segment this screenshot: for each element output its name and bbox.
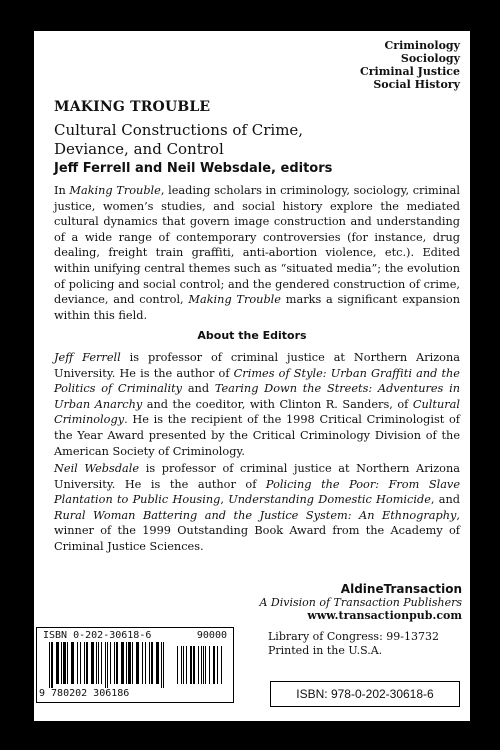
- barcode-bar: [186, 646, 187, 684]
- barcode-bar: [121, 642, 124, 684]
- barcode-bar: [98, 642, 99, 684]
- barcode-bar: [49, 642, 50, 688]
- library-info: [268, 630, 439, 658]
- barcode-bar: [56, 642, 59, 684]
- barcode-bar: [84, 642, 85, 684]
- barcode-bar: [142, 642, 143, 684]
- book-title: MAKING TROUBLE: [54, 99, 211, 115]
- websdale-bio: Neil Websdale is professor of criminal justice at Northern Arizona University. He is the author of Policing the Poor: From Slave Plantation to Public Housing, Understanding Domestic Homicide, and Rural Woman Battering and the Justice System: An Ethnography, winner of the 1999 Outstanding Book Award from the Academy of Criminal Justice Sciences.: [54, 462, 461, 553]
- barcode-bar: [116, 642, 118, 684]
- publisher-website: www.transactionpub.com: [307, 609, 462, 622]
- barcode-bar: [128, 642, 131, 684]
- barcode-bar: [101, 642, 102, 684]
- barcode-bar: [190, 646, 192, 684]
- barcode-bar: [151, 642, 153, 684]
- barcode: [36, 627, 234, 703]
- barcode-bar: [91, 642, 94, 684]
- barcode-bar: [132, 642, 133, 684]
- barcode-bar: [198, 646, 199, 684]
- subject-item: Criminology: [384, 39, 460, 52]
- barcode-bar: [110, 642, 111, 684]
- barcode-price-code: 90000: [196, 630, 227, 641]
- isbn-box: ISBN: 978-0-202-30618-6: [270, 681, 460, 707]
- barcode-bar: [96, 642, 97, 684]
- subject-categories: [360, 39, 460, 91]
- publisher-division: A Division of Transaction Publishers: [259, 596, 462, 609]
- barcode-bar: [71, 642, 74, 684]
- barcode-bar: [183, 646, 184, 684]
- barcode-bar: [156, 642, 159, 684]
- barcode-bar: [163, 642, 164, 688]
- barcode-bar: [107, 642, 108, 688]
- ferrell-bio: Jeff Ferrell is professor of criminal justice at Northern Arizona University. He is the author of Crimes of Style: Urban Graffiti and the Politics of Criminality and Tearing Down the Streets: Adventures in Urban Anarchy and the coeditor, with Clinton R. Sanders, of Cultural Criminology. He is the recipient of the 1998 Critical Criminologist of the Year Award presented by the Critical Criminology Division of the American Society of Criminology.: [54, 351, 460, 458]
- about-editors-heading: About the Editors: [197, 329, 307, 342]
- subject-item: Sociology: [400, 52, 460, 65]
- barcode-bar: [80, 642, 81, 684]
- publisher-block: [259, 583, 462, 622]
- barcode-bar: [136, 642, 139, 684]
- barcode-bar: [77, 642, 78, 684]
- subject-item: Social History: [373, 78, 460, 91]
- barcode-digits: 9 780202 306186: [39, 688, 130, 699]
- back-cover: [34, 31, 470, 721]
- book-description: In Making Trouble, leading scholars in criminology, sociology, criminal justice, women’s studies, and social history explore the mediated cultural dynamics that govern image construction and understanding of a wide range of contemporary controversies (for instance, drug dealing, freight train graffiti, anti-abortion violence, etc.). Edited within unifying central themes such as “situated media”; the evolution of policing and social control; and the gendered construction of crime, deviance, and control, Making Trouble marks a significant expansion within this field.: [54, 184, 460, 322]
- barcode-bar: [213, 646, 215, 684]
- publisher-name: AldineTransaction: [340, 582, 462, 596]
- barcode-bar: [201, 646, 202, 684]
- barcode-bar: [86, 642, 88, 684]
- subject-item: Criminal Justice: [359, 65, 460, 78]
- barcode-bar: [209, 646, 210, 684]
- barcode-bar: [193, 646, 195, 684]
- barcode-bar: [221, 646, 222, 684]
- barcode-bar: [114, 642, 115, 684]
- book-subtitle: Cultural Constructions of Crime, Deviance, and Control: [54, 121, 304, 158]
- barcode-bar: [145, 642, 146, 684]
- barcode-bar: [161, 642, 162, 688]
- barcode-bar: [105, 642, 106, 688]
- barcode-bar: [51, 642, 53, 688]
- barcode-bar: [61, 642, 62, 684]
- barcode-bar: [205, 646, 206, 684]
- barcode-bar: [203, 646, 204, 684]
- barcode-bar: [177, 646, 178, 684]
- barcode-bar: [63, 642, 66, 684]
- barcode-bar: [149, 642, 150, 684]
- barcode-isbn-text: ISBN 0-202-30618-6: [43, 630, 152, 641]
- barcode-bar: [67, 642, 68, 684]
- book-editors: Jeff Ferrell and Neil Websdale, editors: [54, 161, 333, 176]
- barcode-bar: [181, 646, 182, 684]
- library-of-congress: Library of Congress: 99-13732: [268, 630, 439, 643]
- printed-in: Printed in the U.S.A.: [268, 644, 383, 657]
- barcode-bar: [126, 642, 127, 684]
- barcode-bar: [217, 646, 218, 684]
